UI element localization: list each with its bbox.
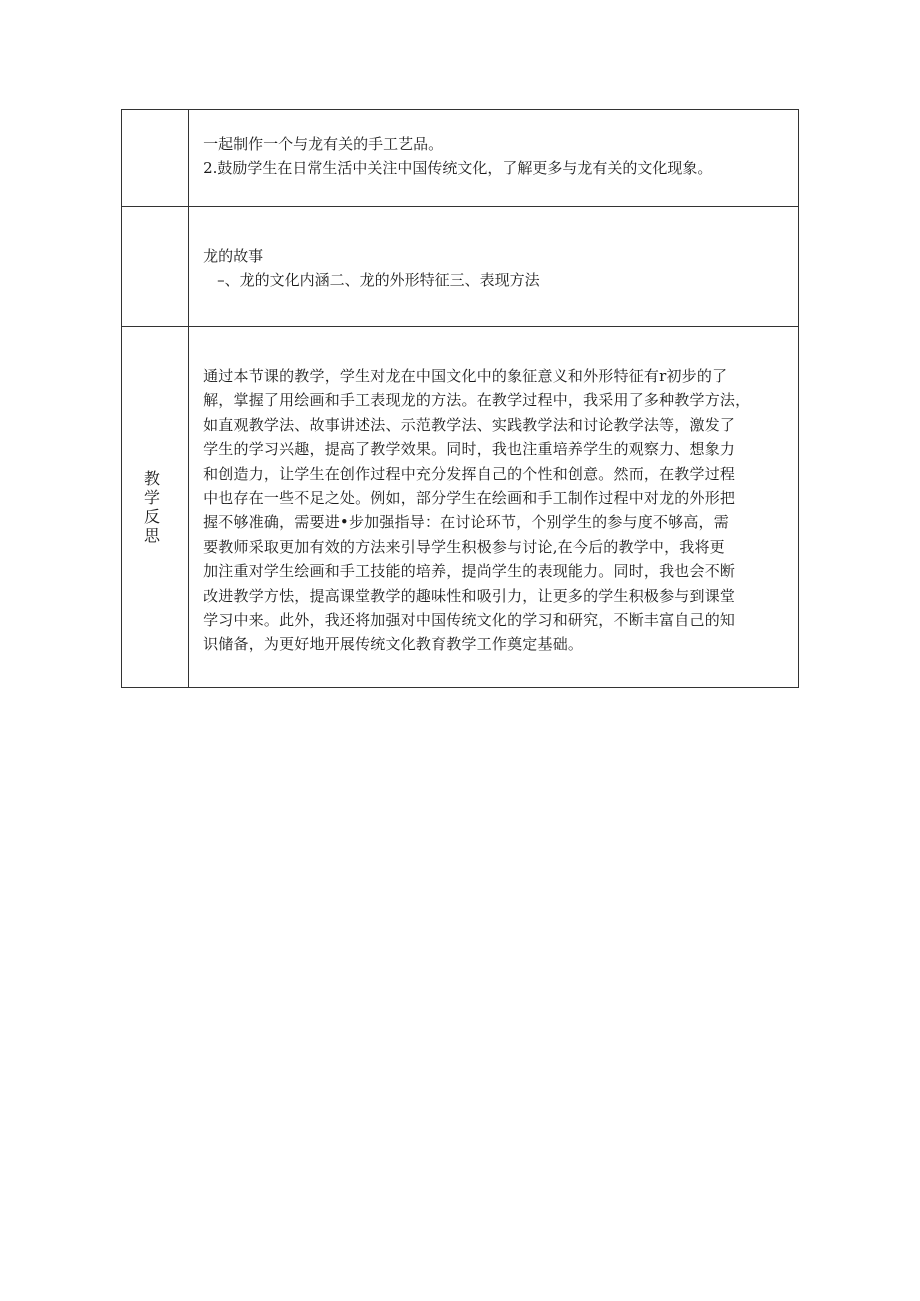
text-line: 学习中来。此外，我还将加强对中国传统文化的学习和研究，不断丰富自己的知 [203,611,736,630]
text-line: 改进教学方怯，提高课堂教学的趣味性和吸引力，让更多的学生积极参与到课堂 [203,586,736,605]
row-content-cell [189,110,799,207]
teaching-reflection-label: 教学反思 [144,469,161,545]
text-line: 加注重对学生绘画和手工技能的培养，提尚学生的表现能力。同时，我也会不断 [203,562,736,581]
row-label-cell [122,327,189,688]
lesson-plan-table [121,109,799,688]
board-design-text [189,207,798,292]
text-line: 通过本节课的教学，学生对龙在中国文化中的象征意义和外形特征有r初步的了 [203,367,728,385]
row-label-cell [122,207,189,327]
text-line: 学生的学习兴趣，提高了教学效果。同时，我也注重培养学生的观察力、想象力 [203,440,736,459]
table-row [122,110,799,207]
text-line: 龙的故事 [203,247,264,265]
text-line: 解，掌握了用绘画和手工表现龙的方法。在教学过程中，我采用了多种教学方法， [203,391,751,410]
table-row [122,327,799,688]
row-label-cell [122,110,189,207]
table-row [122,207,799,327]
text-line: 如直观教学法、故事讲述法、示范教学法、实践教学法和讨论教学法等，激发了 [203,415,736,434]
row-content-cell [189,207,799,327]
activity-text [189,110,798,180]
text-line: 要教师采取更加有效的方法来引导学生积极参与讨论,在今后的教学中，我将更 [203,537,725,556]
text-line: 识储备，为更好地开展传统文化教育教学工作奠定基础。 [203,635,584,654]
teaching-reflection-text [189,327,798,657]
text-line: 中也存在一些不足之处。例如，部分学生在绘画和手工制作过程中对龙的外形把 [203,489,736,508]
text-line: 和创造力，让学生在创作过程中充分发挥自己的个性和创意。然而，在教学过程 [203,464,736,483]
text-line: 握不够准确，需要进•步加强指导：在讨论环节，个别学生的参与度不够高，需 [203,513,729,532]
text-line: –、龙的文化内涵二、龙的外形特征三、表现方法 [217,271,540,289]
row-content-cell [189,327,799,688]
text-line: 一起制作一个与龙有关的手工艺品。 [203,135,444,153]
text-line: 2.鼓励学生在日常生活中关注中国传统文化，了解更多与龙有关的文化现象。 [203,159,713,177]
